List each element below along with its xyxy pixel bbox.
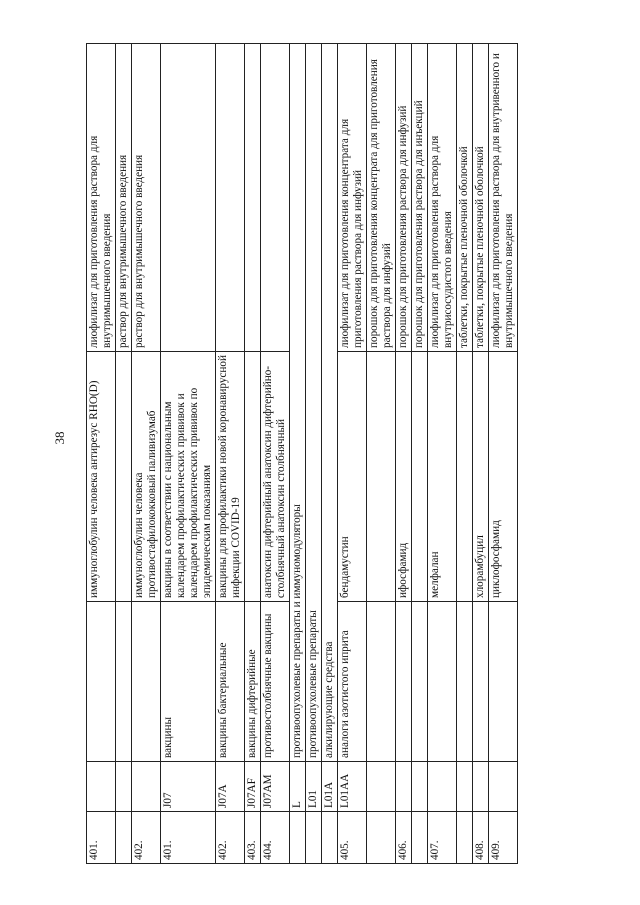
cell-code [457, 762, 473, 812]
cell-group: вакцины дифтерийные [245, 602, 261, 762]
cell-group [116, 602, 132, 762]
cell-code [87, 762, 116, 812]
cell-code [132, 762, 161, 812]
cell-num [457, 812, 473, 864]
cell-code: L01 [306, 762, 322, 812]
table-row [306, 44, 322, 864]
cell-code: L01AA [338, 762, 367, 812]
cell-form [216, 44, 245, 352]
cell-num [412, 812, 428, 864]
cell-group [428, 602, 457, 762]
cell-group [412, 602, 428, 762]
table-row [412, 44, 428, 864]
cell-num: 409. [489, 812, 518, 864]
cell-form [161, 44, 216, 352]
cell-form: лиофилизат для приготовления раствора для внутримышечного введения [87, 44, 116, 352]
cell-code: J07AM [261, 762, 290, 812]
table-row [428, 44, 457, 864]
cell-drug [412, 352, 428, 602]
table-row [322, 44, 338, 864]
table-row [457, 44, 473, 864]
cell-drug [116, 352, 132, 602]
cell-group: вакцины [161, 602, 216, 762]
cell-group [396, 602, 412, 762]
cell-group [457, 602, 473, 762]
cell-code: L01A [322, 762, 338, 812]
cell-drug: вакцины для профилактики новой коронавирусной инфекции COVID-19 [216, 352, 245, 602]
cell-form: порошок для приготовления раствора для инфузий [396, 44, 412, 352]
cell-group: противоопухолевые препараты и иммуномодуляторы [290, 44, 306, 762]
table-row [396, 44, 412, 864]
cell-code: L [290, 762, 306, 812]
cell-group [489, 602, 518, 762]
drug-table [86, 43, 518, 864]
cell-drug: анатоксин дифтерийный анатоксин дифтерийно-столбнячный анатоксин столбнячный [261, 352, 290, 602]
table-row [367, 44, 396, 864]
cell-form: раствор для внутримышечного введения [132, 44, 161, 352]
cell-group [473, 602, 489, 762]
table-row [132, 44, 161, 864]
cell-code [428, 762, 457, 812]
cell-code [396, 762, 412, 812]
cell-form: лиофилизат для приготовления раствора для внутривенного и внутримышечного введения [489, 44, 518, 352]
table-row [116, 44, 132, 864]
cell-drug [457, 352, 473, 602]
cell-num: 405. [338, 812, 367, 864]
cell-code: J07 [161, 762, 216, 812]
cell-drug: вакцины в соответствии с национальным календарем профилактических прививок и календарем профилактических прививок по эпидемическим показаниям [161, 352, 216, 602]
table-row [87, 44, 116, 864]
table-row [290, 44, 306, 864]
cell-group [87, 602, 116, 762]
drug-table-body [87, 44, 518, 864]
cell-group [132, 602, 161, 762]
cell-num: 402. [132, 812, 161, 864]
cell-num [306, 812, 322, 864]
cell-code [473, 762, 489, 812]
cell-form: раствор для внутримышечного введения [116, 44, 132, 352]
cell-num [322, 812, 338, 864]
cell-drug: циклофосфамид [489, 352, 518, 602]
cell-num: 404. [261, 812, 290, 864]
table-row [473, 44, 489, 864]
cell-drug: иммуноглобулин человека антирезус RHO(D) [87, 352, 116, 602]
cell-form: таблетки, покрытые пленочной оболочкой [473, 44, 489, 352]
cell-num: 403. [245, 812, 261, 864]
cell-drug: хлорамбуцил [473, 352, 489, 602]
cell-group: вакцины бактериальные [216, 602, 245, 762]
cell-num [367, 812, 396, 864]
table-row [216, 44, 245, 864]
cell-code [116, 762, 132, 812]
cell-group: аналоги азотистого иприта [338, 602, 367, 762]
cell-code [367, 762, 396, 812]
table-row [261, 44, 290, 864]
cell-num [116, 812, 132, 864]
cell-form: лиофилизат для приготовления концентрата для приготовления раствора для инфузий [338, 44, 367, 352]
page-number: 38 [52, 431, 67, 445]
table-row [245, 44, 261, 864]
cell-num: 408. [473, 812, 489, 864]
cell-num: 401. [161, 812, 216, 864]
table-row [338, 44, 367, 864]
cell-form [245, 44, 261, 352]
cell-code [412, 762, 428, 812]
cell-code [489, 762, 518, 812]
cell-num: 401. [87, 812, 116, 864]
table-row [161, 44, 216, 864]
cell-group: противоопухолевые препараты [306, 44, 322, 762]
cell-group [367, 602, 396, 762]
cell-group: противостолбнячные вакцины [261, 602, 290, 762]
cell-form: порошок для приготовления концентрата для приготовления раствора для инфузий [367, 44, 396, 352]
drug-table-container [86, 44, 600, 864]
cell-drug: мелфалан [428, 352, 457, 602]
cell-drug: ифосфамид [396, 352, 412, 602]
cell-num: 407. [428, 812, 457, 864]
cell-code: J07AF [245, 762, 261, 812]
cell-form [261, 44, 290, 352]
cell-drug: иммуноглобулин человека противостафилококковый паливизумаб [132, 352, 161, 602]
cell-code: J07A [216, 762, 245, 812]
cell-num [290, 812, 306, 864]
cell-form: таблетки, покрытые пленочной оболочкой [457, 44, 473, 352]
cell-drug [245, 352, 261, 602]
cell-form: лиофилизат для приготовления раствора для внутрисосудистого введения [428, 44, 457, 352]
cell-num: 402. [216, 812, 245, 864]
cell-drug [367, 352, 396, 602]
table-row [489, 44, 518, 864]
cell-group: алкилирующие средства [322, 44, 338, 762]
cell-form: порошок для приготовления раствора для инъекций [412, 44, 428, 352]
cell-num: 406. [396, 812, 412, 864]
cell-drug: бендамустин [338, 352, 367, 602]
